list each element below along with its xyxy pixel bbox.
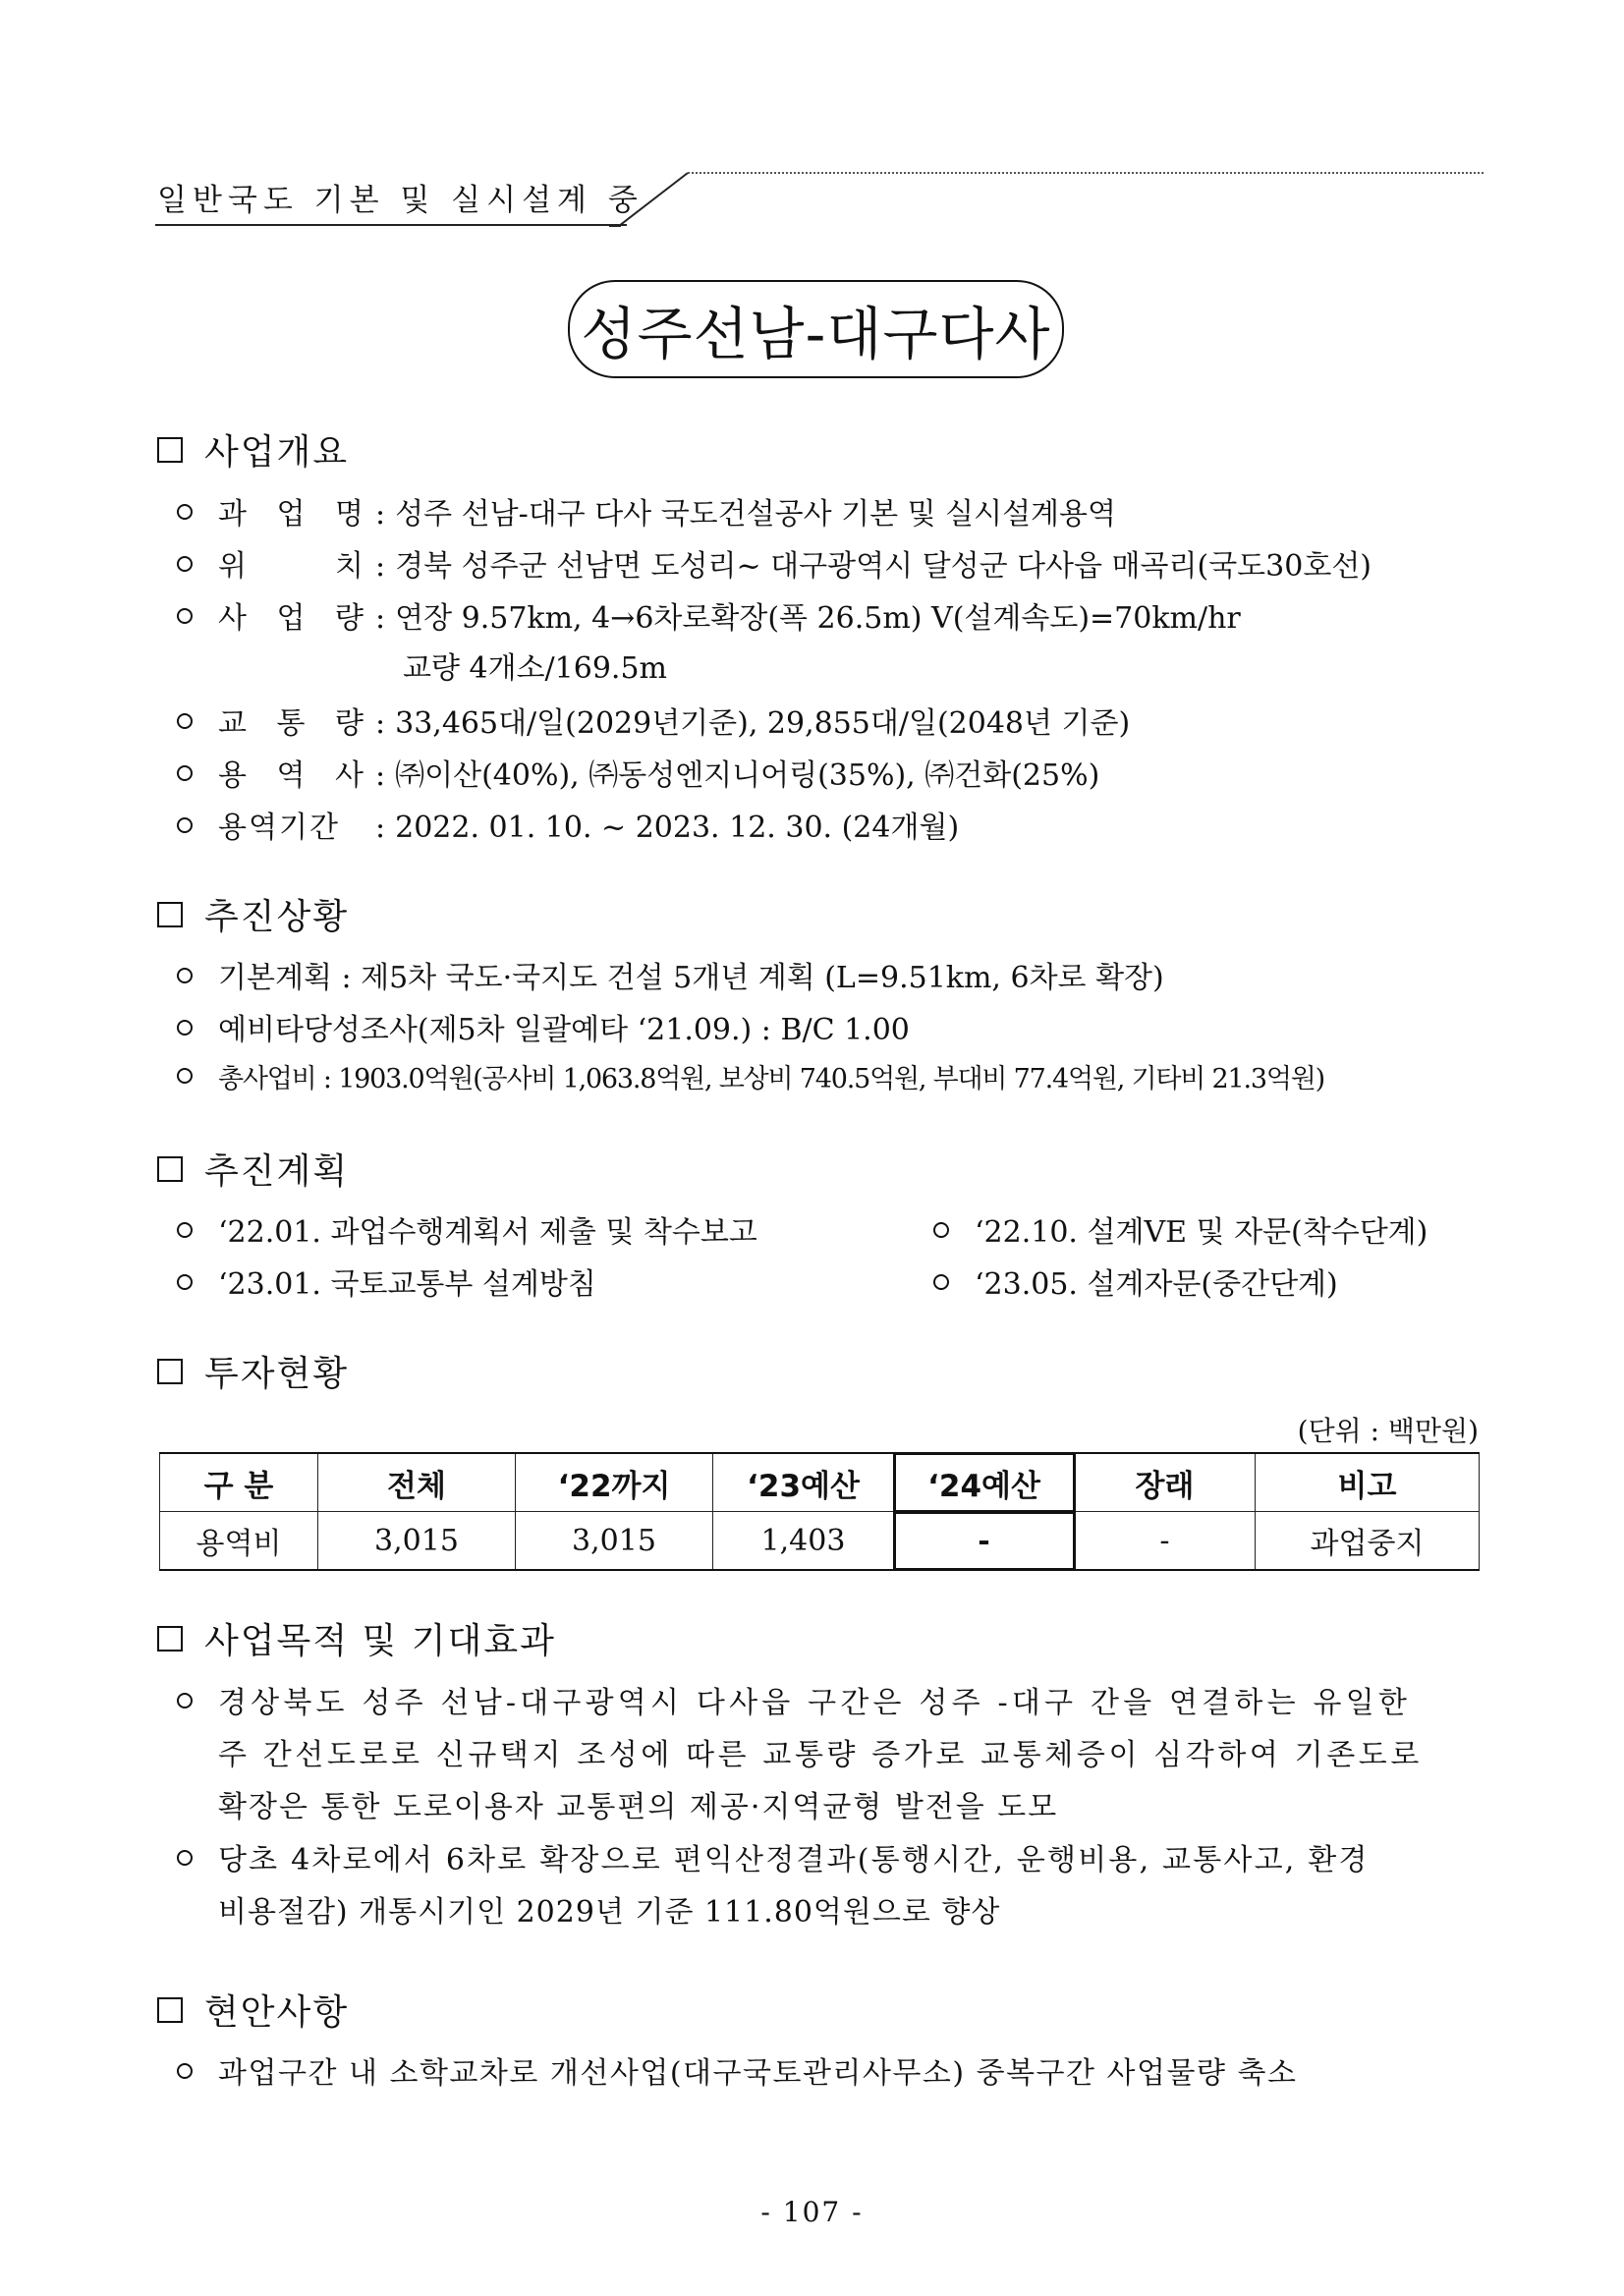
section-heading-progress <box>157 889 349 939</box>
circle-bullet-icon <box>177 1274 193 1290</box>
overview-item: 사 업 량 : 연장 9.57km, 4→6차로확장(폭 26.5m) V(설계속도)=70km/hr <box>177 593 1241 637</box>
item-value: 경북 성주군 선남면 도성리~ 대구광역시 달성군 다사읍 매곡리(국도30호선) <box>395 549 1372 584</box>
section-title: 현안사항 <box>204 1992 350 2033</box>
plan-item <box>177 1207 757 1251</box>
plan-item <box>933 1207 1428 1251</box>
overview-item: 위 치 : 경북 성주군 선남면 도성리~ 대구광역시 달성군 다사읍 매곡리(국도30호선) <box>177 541 1372 585</box>
section-heading-investment <box>157 1346 349 1396</box>
header-dotted-line <box>688 172 1484 174</box>
section-heading-overview <box>157 424 349 475</box>
item-label: 사 업 량 <box>218 601 364 636</box>
circle-bullet-icon <box>177 765 193 781</box>
checkbox-square-icon <box>157 1156 183 1182</box>
item-value: ㈜이산(40%), ㈜동성엔지니어링(35%), ㈜건화(25%) <box>395 758 1100 793</box>
checkbox-square-icon <box>157 1359 183 1384</box>
plan-item <box>933 1260 1338 1303</box>
paragraph-line: 확장은 통한 도로이용자 교통편의 제공·지역균형 발전을 도모 <box>218 1790 1059 1824</box>
section-heading-plan <box>157 1144 349 1194</box>
progress-item <box>177 1005 910 1048</box>
table-cell: 3,015 <box>318 1512 516 1571</box>
section-title: 투자현황 <box>204 1354 350 1394</box>
overview-item: 용 역 사 : ㈜이산(40%), ㈜동성엔지니어링(35%), ㈜건화(25%) <box>177 751 1099 794</box>
overview-item: 과 업 명 : 성주 선남-대구 다사 국도건설공사 기본 및 실시설계용역 <box>177 489 1116 532</box>
page-number: - 107 - <box>760 2196 864 2228</box>
page-title-text: 성주선남-대구다사 <box>581 301 1051 367</box>
paragraph-line: 당초 4차로에서 6차로 확장으로 편익산정결과(통행시간, 운행비용, 교통사고, 환경 <box>218 1843 1370 1877</box>
item-text: 기본계획 : 제5차 국도·국지도 건설 5개년 계획 (L=9.51km, 6차로 확장) <box>218 961 1164 995</box>
item-label: 위 치 <box>218 549 364 584</box>
progress-item <box>177 1057 1324 1095</box>
investment-table <box>159 1452 1480 1571</box>
item-value: 연장 9.57km, 4→6차로확장(폭 26.5m) V(설계속도)=70km/hr <box>395 601 1241 636</box>
overview-item: 교 통 량 : 33,465대/일(2029년기준), 29,855대/일(2048년 기준) <box>177 699 1130 742</box>
item-label: 과 업 명 <box>218 497 364 532</box>
circle-bullet-icon <box>177 1068 193 1084</box>
page-title <box>568 280 1064 378</box>
table-cell: - <box>894 1512 1075 1571</box>
table-cell: 3,015 <box>516 1512 713 1571</box>
item-value: 33,465대/일(2029년기준), 29,855대/일(2048년 기준) <box>395 706 1131 741</box>
column-header: 구 분 <box>160 1453 318 1512</box>
paragraph-line: 비용절감) 개통시기인 2029년 기준 111.80억원으로 향상 <box>218 1895 1001 1930</box>
circle-bullet-icon <box>177 556 193 572</box>
circle-bullet-icon <box>177 1693 193 1708</box>
column-header: ‘23예산 <box>713 1453 894 1512</box>
column-header: ‘22까지 <box>516 1453 713 1512</box>
purpose-paragraph <box>177 1678 1484 1834</box>
circle-bullet-icon <box>933 1274 949 1290</box>
item-text: 예비타당성조사(제5차 일괄예타 ‘21.09.) : B/C 1.00 <box>218 1013 910 1047</box>
circle-bullet-icon <box>177 968 193 983</box>
table-cell: - <box>1075 1512 1256 1571</box>
item-text: 과업구간 내 소학교차로 개선사업(대구국토관리사무소) 중복구간 사업물량 축소 <box>218 2056 1298 2091</box>
plan-item <box>177 1260 596 1303</box>
circle-bullet-icon <box>933 1222 949 1238</box>
table-row <box>160 1512 1480 1571</box>
purpose-paragraph <box>177 1835 1484 1939</box>
progress-item <box>177 953 1164 996</box>
item-value: 성주 선남-대구 다사 국도건설공사 기본 및 실시설계용역 <box>395 497 1117 532</box>
header-slash-decoration <box>609 169 698 228</box>
circle-bullet-icon <box>177 2063 193 2079</box>
circle-bullet-icon <box>177 1222 193 1238</box>
item-text: 총사업비 : 1903.0억원(공사비 1,063.8억원, 보상비 740.5억원, 부대비 77.4억원, 기타비 21.3억원) <box>218 1064 1324 1094</box>
circle-bullet-icon <box>177 713 193 729</box>
table-cell: 과업중지 <box>1256 1512 1480 1571</box>
column-header: 전체 <box>318 1453 516 1512</box>
circle-bullet-icon <box>177 608 193 624</box>
checkbox-square-icon <box>157 1626 183 1652</box>
section-heading-purpose <box>157 1613 556 1663</box>
item-value-continuation: 교량 4개소/169.5m <box>403 651 667 686</box>
section-title: 사업개요 <box>204 432 350 473</box>
section-title: 사업목적 및 기대효과 <box>204 1621 556 1661</box>
table-cell: 용역비 <box>160 1512 318 1571</box>
item-text: ‘23.05. 설계자문(중간단계) <box>975 1267 1338 1302</box>
item-label: 용 역 사 <box>218 758 364 793</box>
item-value: 2022. 01. 10. ~ 2023. 12. 30. (24개월) <box>395 811 960 845</box>
checkbox-square-icon <box>157 437 183 463</box>
circle-bullet-icon <box>177 504 193 520</box>
header-category: 일반국도 기본 및 실시설계 중 <box>157 183 644 218</box>
checkbox-square-icon <box>157 1997 183 2023</box>
header-underline <box>155 224 627 226</box>
circle-bullet-icon <box>177 817 193 833</box>
column-header: ‘24예산 <box>894 1453 1075 1512</box>
item-label: 교 통 량 <box>218 706 364 741</box>
section-title: 추진상황 <box>204 897 350 937</box>
unit-label: (단위 : 백만원) <box>1297 1415 1479 1447</box>
column-header: 장래 <box>1075 1453 1256 1512</box>
overview-item: 용역기간 : 2022. 01. 10. ~ 2023. 12. 30. (24개월) <box>177 803 959 846</box>
circle-bullet-icon <box>177 1850 193 1866</box>
table-cell: 1,403 <box>713 1512 894 1571</box>
checkbox-square-icon <box>157 902 183 927</box>
section-heading-issues <box>157 1985 349 2035</box>
column-header: 비고 <box>1256 1453 1480 1512</box>
item-text: ‘22.10. 설계VE 및 자문(착수단계) <box>975 1215 1428 1250</box>
paragraph-line: 경상북도 성주 선남-대구광역시 다사읍 구간은 성주 -대구 간을 연결하는 유일한 <box>218 1686 1412 1720</box>
item-text: ‘23.01. 국토교통부 설계방침 <box>218 1267 596 1302</box>
circle-bullet-icon <box>177 1020 193 1036</box>
item-label: 용역기간 <box>218 811 340 845</box>
item-text: ‘22.01. 과업수행계획서 제출 및 착수보고 <box>218 1215 757 1250</box>
issues-item <box>177 2048 1297 2092</box>
paragraph-line: 주 간선도로로 신규택지 조성에 따른 교통량 증가로 교통체증이 심각하여 기존도로 <box>218 1738 1423 1772</box>
section-title: 추진계획 <box>204 1151 350 1192</box>
table-header-row <box>160 1453 1480 1512</box>
